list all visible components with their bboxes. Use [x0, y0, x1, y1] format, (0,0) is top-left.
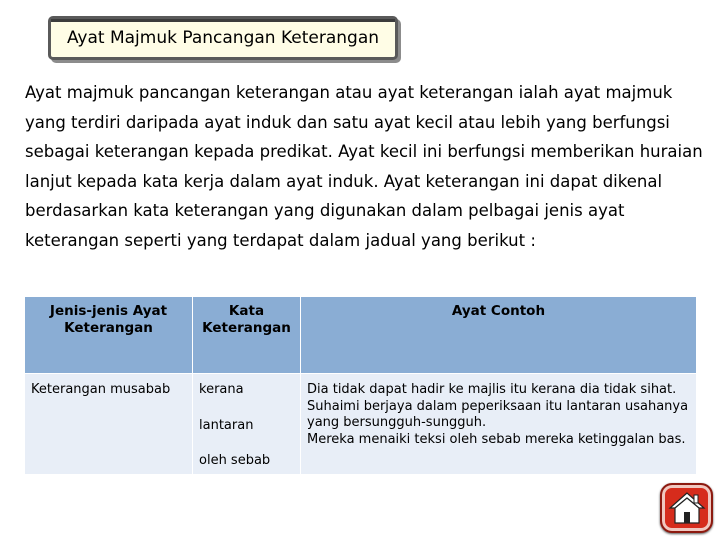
home-icon — [668, 490, 706, 526]
table-header-row — [25, 297, 697, 374]
contoh-sentence: Dia tidak dapat hadir ke majlis itu kerana dia tidak sihat. — [307, 382, 677, 397]
cell-kata — [193, 374, 301, 475]
contoh-sentence: Mereka menaiki teksi oleh sebab mereka ketinggalan bas. — [307, 431, 686, 447]
keterangan-table — [24, 296, 697, 475]
home-button[interactable] — [660, 483, 713, 533]
header-contoh: Ayat Contoh — [301, 297, 697, 374]
cell-jenis: Keterangan musabab — [25, 374, 193, 475]
kata-keterangan-item: oleh sebab — [199, 453, 271, 468]
slide-title: Ayat Majmuk Pancangan Keterangan — [66, 28, 380, 48]
cell-contoh — [301, 374, 697, 475]
contoh-sentence: Suhaimi berjaya dalam peperiksaan itu lantaran usahanya yang bersungguh-sungguh. — [307, 398, 689, 430]
kata-keterangan-item: lantaran — [199, 417, 254, 433]
intro-paragraph: Ayat majmuk pancangan keterangan atau ayat keterangan ialah ayat majmuk yang terdiri daripada ayat induk dan satu ayat kecil atau lebih yang berfungsi sebagai keterangan kepada predikat. Ayat kecil ini berfungsi memberikan huraian lanjut kepada kata kerja dalam ayat induk. Ayat keterangan ini dapat dikenal berdasarkan kata keterangan yang digunakan dalam pelbagai jenis ayat keterangan seperti yang terdapat dalam jadual yang berikut : — [25, 83, 703, 250]
header-jenis: Jenis-jenis Ayat Keterangan — [25, 297, 193, 374]
header-kata: Kata Keterangan — [193, 297, 301, 374]
slide-title-box — [48, 16, 398, 60]
kata-keterangan-item: kerana — [199, 382, 244, 397]
table-row — [25, 374, 697, 475]
